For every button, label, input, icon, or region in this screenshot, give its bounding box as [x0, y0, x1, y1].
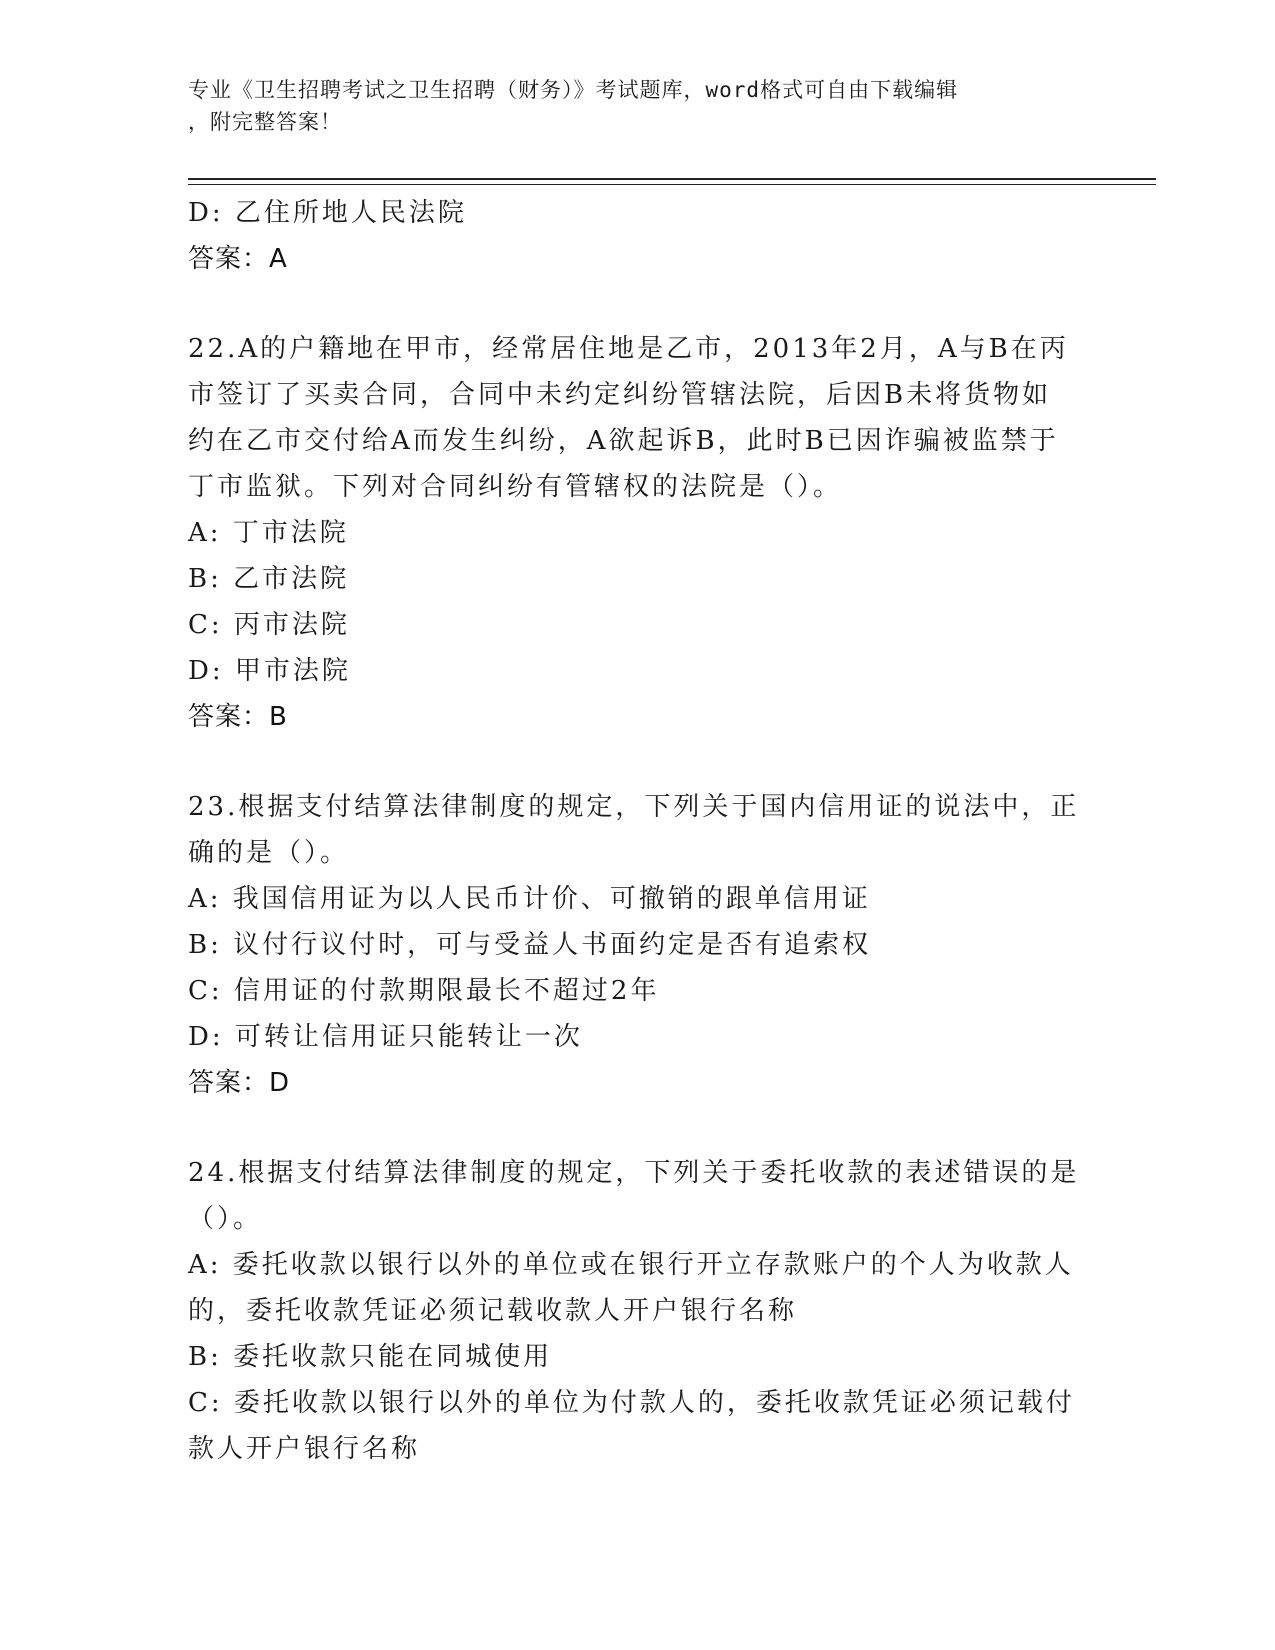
option-c: C: 丙市法院	[188, 610, 350, 640]
option-a: A: 我国信用证为以人民币计价、可撤销的跟单信用证	[188, 884, 871, 914]
header-line-2: ，附完整答案！	[188, 110, 342, 134]
option-a: A: 委托收款以银行以外的单位或在银行开立存款账户的个人为收款人	[188, 1250, 1074, 1280]
option-b: B: 委托收款只能在同城使用	[188, 1342, 553, 1372]
question-text-line: 市签订了买卖合同，合同中未约定纠纷管辖法院，后因B未将货物如	[188, 380, 1052, 410]
option-c: C: 委托收款以银行以外的单位为付款人的，委托收款凭证必须记载付	[188, 1388, 1075, 1418]
question-text-line: 22.A的户籍地在甲市，经常居住地是乙市，2013年2月，A与B在丙	[188, 334, 1069, 364]
question-text-line: 24.根据支付结算法律制度的规定，下列关于委托收款的表述错误的是	[188, 1158, 1080, 1188]
question-text-line: 23.根据支付结算法律制度的规定，下列关于国内信用证的说法中，正	[188, 792, 1080, 822]
option-a-continued: 的，委托收款凭证必须记载收款人开户银行名称	[188, 1296, 798, 1326]
option-d: D: 甲市法院	[188, 656, 351, 686]
header-divider-thin	[188, 184, 1156, 185]
answer: 答案：D	[188, 1068, 291, 1098]
question-text-line: 约在乙市交付给A而发生纠纷，A欲起诉B，此时B已因诈骗被监禁于	[188, 426, 1059, 456]
option-c-continued: 款人开户银行名称	[188, 1434, 421, 1464]
answer: 答案：A	[188, 244, 288, 274]
header-line-1: 专业《卫生招聘考试之卫生招聘（财务）》考试题库，word格式可自由下载编辑	[188, 78, 959, 102]
option-b: B: 议付行议付时，可与受益人书面约定是否有追索权	[188, 930, 872, 960]
document-header	[188, 74, 1088, 138]
question-text-line: 丁市监狱。下列对合同纠纷有管辖权的法院是（）。	[188, 472, 843, 502]
question-24	[188, 1150, 1088, 1472]
option-d: D: 可转让信用证只能转让一次	[188, 1022, 583, 1052]
option-d: D: 乙住所地人民法院	[188, 198, 467, 228]
option-c: C: 信用证的付款期限最长不超过2年	[188, 976, 660, 1006]
header-divider-thick	[188, 178, 1156, 180]
answer: 答案：B	[188, 702, 288, 732]
previous-question-tail	[188, 190, 1088, 282]
option-a: A: 丁市法院	[188, 518, 349, 548]
document-body	[188, 190, 1088, 1472]
question-22	[188, 326, 1088, 740]
question-text-line: 确的是（）。	[188, 838, 350, 868]
option-b: B: 乙市法院	[188, 564, 350, 594]
question-text-line: （）。	[188, 1204, 263, 1234]
question-23	[188, 784, 1088, 1106]
